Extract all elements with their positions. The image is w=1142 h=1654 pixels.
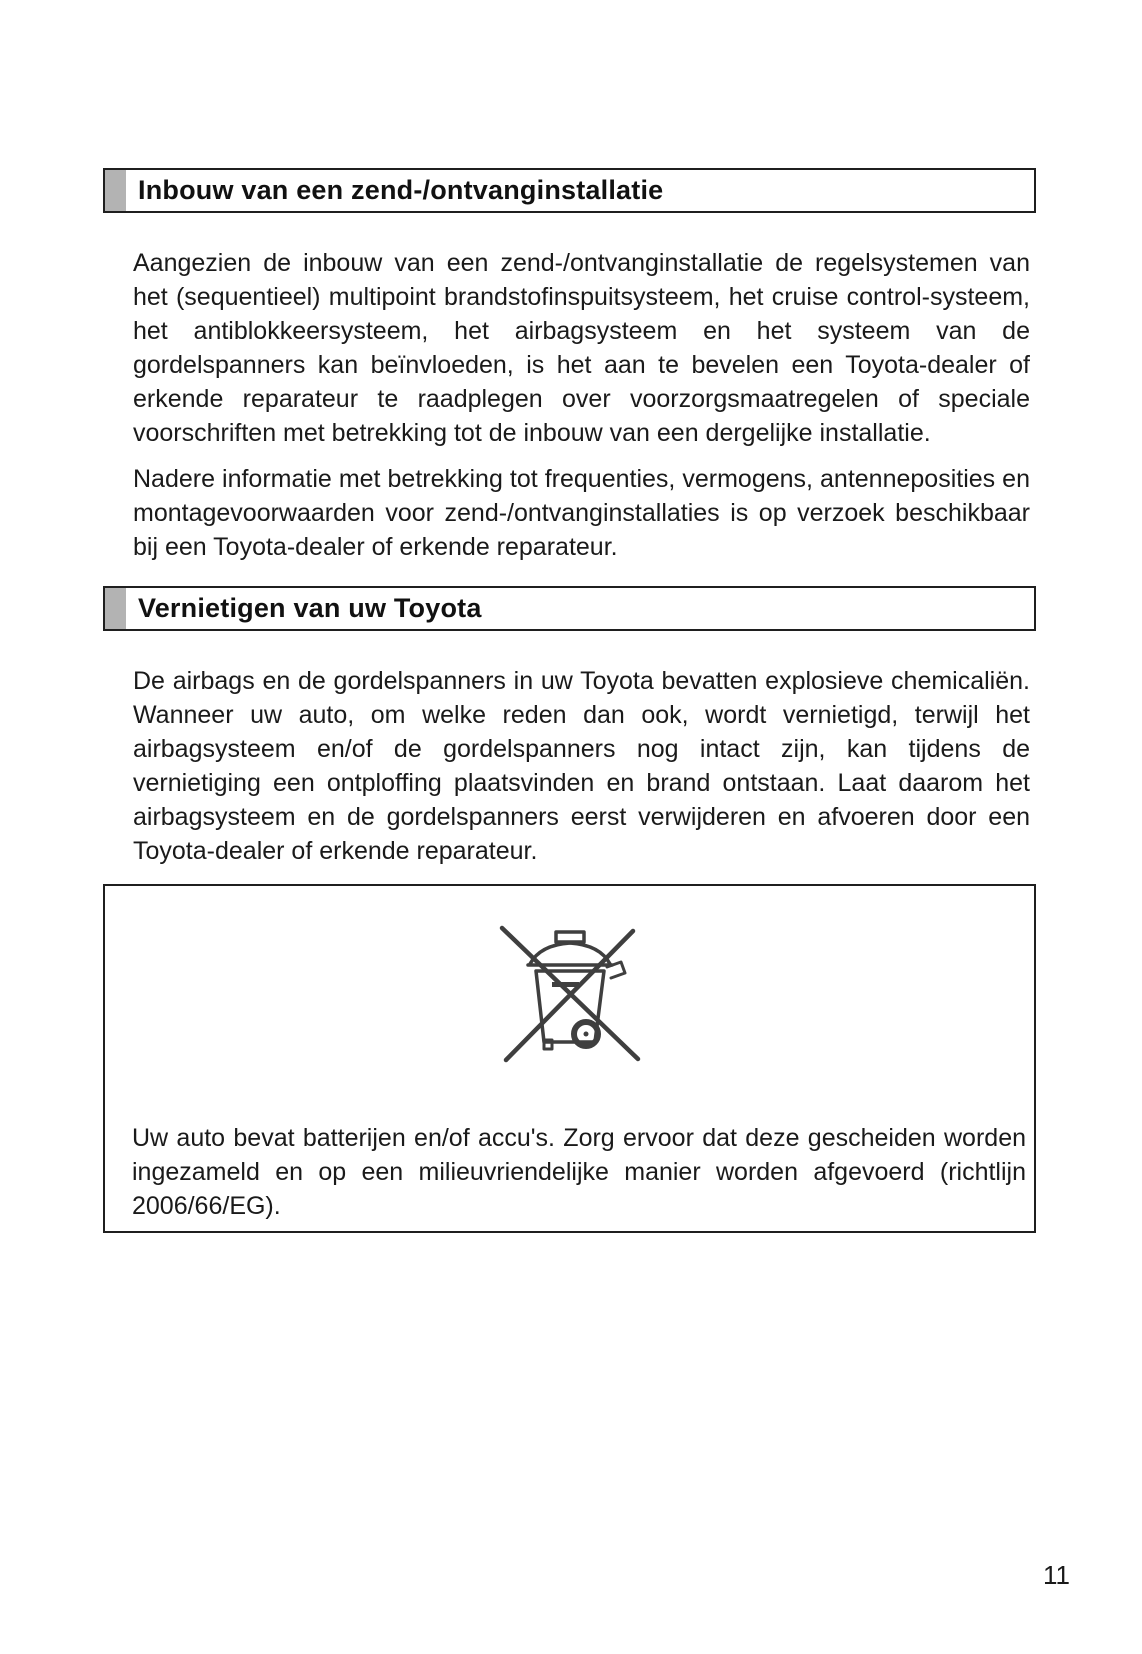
battery-notice-text: Uw auto bevat batterijen en/of accu's. Zorg ervoor dat deze gescheiden worden ingezameld en op een milieuvriendelijke manier worden afgevoerd (richtlijn 2006/66/EG). (132, 1124, 1026, 1220)
section-title: Vernietigen van uw Toyota (138, 593, 482, 623)
battery-notice-box (103, 884, 1036, 1233)
section-scrapping (103, 586, 1036, 868)
page-number: 11 (1043, 1560, 1070, 1590)
section-radio-installation (103, 168, 1036, 564)
weee-crossed-out-wheelie-bin-icon (495, 918, 645, 1068)
heading-accent-bar (105, 588, 126, 629)
paragraph-radio-installation-2: Nadere informatie met betrekking tot frequenties, vermogens, antenneposities en montagevoorwaarden voor zend-/ontvanginstallaties is op verzoek beschikbaar bij een Toyota-dealer of erkende reparateur. (133, 465, 1030, 561)
section-heading-radio-installation (103, 168, 1036, 213)
paragraph-scrapping-1: De airbags en de gordelspanners in uw Toyota bevatten explosieve chemicaliën. Wanneer uw auto, om welke reden dan ook, wordt vernietigd, terwijl het airbagsysteem en/of de gordelspanners nog intact zijn, kan tijdens de vernietiging een ontploffing plaatsvinden en brand ontstaan. Laat daarom het airbagsysteem en de gordelspanners eerst verwijderen en afvoeren door een Toyota-dealer of erkende reparateur. (133, 667, 1030, 865)
heading-accent-bar (105, 170, 126, 211)
paragraph-radio-installation-1: Aangezien de inbouw van een zend-/ontvanginstallatie de regelsystemen van het (sequentieel) multipoint brandstofinspuitsysteem, het cruise control-systeem, het antiblokkeersysteem, het airbagsysteem en het systeem van de gordelspanners kan beïnvloeden, is het aan te bevelen een Toyota-dealer of erkende reparateur te raadplegen over voorzorgsmaatregelen of speciale voorschriften met betrekking tot de inbouw van een dergelijke installatie. (133, 249, 1030, 447)
section-title: Inbouw van een zend-/ontvanginstallatie (138, 175, 664, 205)
weee-icon-container (132, 920, 1007, 1065)
page-content (103, 168, 1036, 1233)
section-heading-scrapping (103, 586, 1036, 631)
